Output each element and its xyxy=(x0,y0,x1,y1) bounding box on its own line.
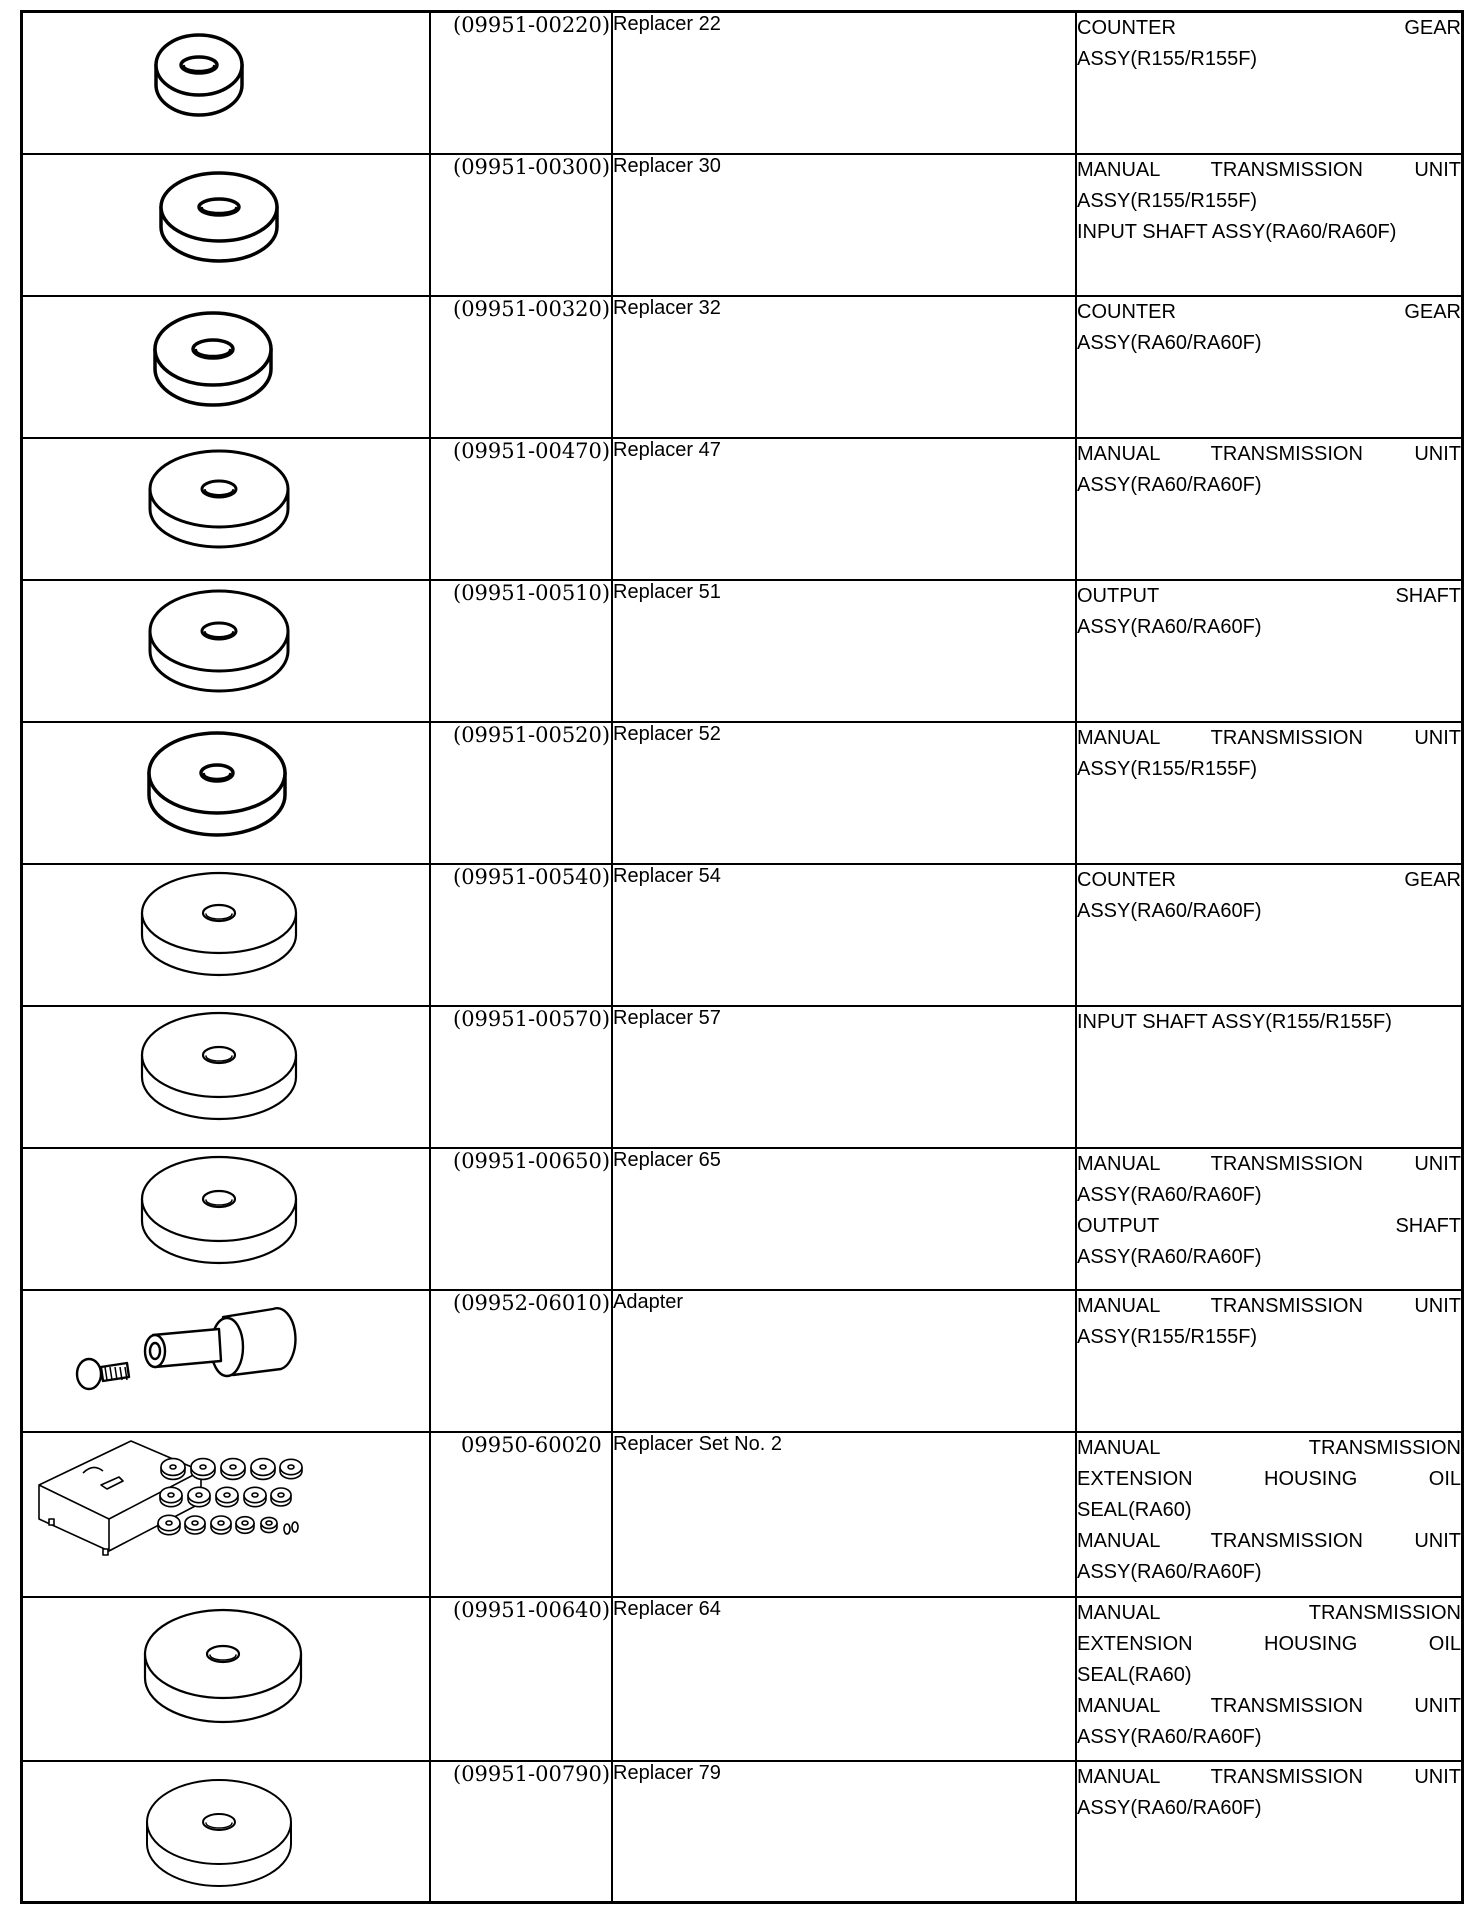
replacer-65-icon xyxy=(23,1149,429,1287)
table-row xyxy=(22,1597,1463,1761)
part-number-cell xyxy=(430,12,612,154)
usage-cell xyxy=(1076,1006,1463,1148)
usage-line: COUNTER GEAR xyxy=(1077,17,1461,39)
part-number: (09951-00520) xyxy=(453,722,611,747)
usage-line: ASSY(RA60/RA60F) xyxy=(1077,331,1262,354)
usage-line: MANUAL TRANSMISSION UNIT xyxy=(1077,1152,1461,1175)
table-row xyxy=(22,1290,1463,1432)
usage-line: MANUAL TRANSMISSION UNIT xyxy=(1077,442,1461,465)
usage-cell xyxy=(1076,864,1463,1006)
tool-illustration-cell xyxy=(22,154,431,296)
usage-line: ASSY(RA60/RA60F) xyxy=(1077,1183,1262,1206)
usage-line: MANUAL TRANSMISSION UNIT xyxy=(1077,726,1461,749)
part-number-cell xyxy=(430,438,612,580)
table-row xyxy=(22,296,1463,438)
usage-line: OUTPUT SHAFT xyxy=(1077,1214,1461,1237)
usage-line: ASSY(RA60/RA60F) xyxy=(1077,473,1262,496)
part-number-cell xyxy=(430,722,612,864)
usage-cell xyxy=(1076,438,1463,580)
tool-illustration-cell xyxy=(22,1432,431,1597)
replacer-32-icon xyxy=(23,297,429,435)
table-body xyxy=(22,12,1463,1903)
table-row xyxy=(22,1148,1463,1290)
table-row xyxy=(22,1432,1463,1597)
usage-cell xyxy=(1076,1290,1463,1432)
part-number: (09951-00640) xyxy=(453,1597,611,1622)
usage-cell xyxy=(1076,296,1463,438)
replacer-79-icon xyxy=(23,1762,429,1900)
part-number: (09951-00510) xyxy=(453,580,611,605)
usage-line: MANUAL TRANSMISSION UNIT xyxy=(1077,1529,1461,1552)
part-number: (09951-00650) xyxy=(453,1148,611,1173)
part-number: (09951-00790) xyxy=(453,1761,611,1786)
usage-line: ASSY(R155/R155F) xyxy=(1077,1325,1258,1348)
replacer-30-icon xyxy=(23,155,429,293)
part-number-cell xyxy=(430,580,612,722)
usage-cell xyxy=(1076,154,1463,296)
part-number-cell xyxy=(430,1761,612,1903)
usage-line: MANUAL TRANSMISSION UNIT xyxy=(1077,1294,1461,1317)
usage-line: COUNTER GEAR xyxy=(1077,868,1461,891)
tool-name: Replacer 64 xyxy=(612,1597,1076,1761)
part-number-cell xyxy=(430,1597,612,1761)
part-number-cell xyxy=(430,1006,612,1148)
tool-name: Replacer 22 xyxy=(612,12,1076,154)
usage-line: ASSY(RA60/RA60F) xyxy=(1077,1796,1262,1819)
usage-line: ASSY(R155/R155F) xyxy=(1077,189,1258,212)
table-row xyxy=(22,12,1463,154)
tool-name: Replacer 65 xyxy=(612,1148,1076,1290)
table-row xyxy=(22,1006,1463,1148)
adapter-icon xyxy=(23,1291,429,1429)
table-row xyxy=(22,154,1463,296)
tool-illustration-cell xyxy=(22,1597,431,1761)
replacer-52-icon xyxy=(23,723,429,861)
part-number-cell xyxy=(430,296,612,438)
tool-name: Replacer 51 xyxy=(612,580,1076,722)
part-number-cell xyxy=(430,864,612,1006)
usage-line: COUNTER GEAR xyxy=(1077,300,1461,323)
part-number: (09951-00540) xyxy=(453,864,611,889)
table-row xyxy=(22,1761,1463,1903)
usage-line: INPUT SHAFT ASSY(R155/R155F) xyxy=(1077,1010,1392,1033)
part-number: (09951-00470) xyxy=(453,438,611,463)
part-number: (09951-00570) xyxy=(453,1006,611,1031)
part-number-cell xyxy=(430,1432,612,1597)
part-number-cell xyxy=(430,1290,612,1432)
tool-illustration-cell xyxy=(22,722,431,864)
replacer-54-icon xyxy=(23,865,429,1003)
usage-line: ASSY(RA60/RA60F) xyxy=(1077,1560,1262,1583)
table-row xyxy=(22,580,1463,722)
part-number-cell xyxy=(430,1148,612,1290)
usage-line: MANUAL TRANSMISSION xyxy=(1077,1601,1461,1624)
tool-name: Adapter xyxy=(612,1290,1076,1432)
replacer-64-icon xyxy=(23,1598,429,1758)
tool-illustration-cell xyxy=(22,12,431,154)
part-number: (09951-00320) xyxy=(453,296,611,321)
tool-illustration-cell xyxy=(22,1006,431,1148)
usage-cell xyxy=(1076,722,1463,864)
tool-name: Replacer 30 xyxy=(612,154,1076,296)
replacer-22-icon xyxy=(23,13,429,151)
tool-name: Replacer 52 xyxy=(612,722,1076,864)
tool-name: Replacer 47 xyxy=(612,438,1076,580)
usage-cell xyxy=(1076,580,1463,722)
usage-line: ASSY(R155/R155F) xyxy=(1077,757,1258,780)
part-number: (09952-06010) xyxy=(453,1290,611,1315)
usage-line: ASSY(RA60/RA60F) xyxy=(1077,899,1262,922)
usage-line: ASSY(RA60/RA60F) xyxy=(1077,1245,1262,1268)
usage-line: ASSY(RA60/RA60F) xyxy=(1077,1725,1262,1748)
tool-illustration-cell xyxy=(22,1290,431,1432)
tool-name: Replacer 54 xyxy=(612,864,1076,1006)
part-number: (09951-00220) xyxy=(453,13,611,37)
tool-name: Replacer 57 xyxy=(612,1006,1076,1148)
tool-name: Replacer 32 xyxy=(612,296,1076,438)
usage-line: MANUAL TRANSMISSION xyxy=(1077,1436,1461,1459)
usage-cell xyxy=(1076,12,1463,154)
usage-line: ASSY(R155/R155F) xyxy=(1077,48,1258,70)
usage-line: EXTENSION HOUSING OIL xyxy=(1077,1467,1461,1490)
usage-cell xyxy=(1076,1597,1463,1761)
usage-line: MANUAL TRANSMISSION UNIT xyxy=(1077,1694,1461,1717)
tool-illustration-cell xyxy=(22,1148,431,1290)
part-number: (09951-00300) xyxy=(453,154,611,179)
table-row xyxy=(22,438,1463,580)
special-service-tools-table xyxy=(20,10,1464,1904)
usage-line: OUTPUT SHAFT xyxy=(1077,584,1461,607)
tool-illustration-cell xyxy=(22,1761,431,1903)
replacer-51-icon xyxy=(23,581,429,719)
usage-cell xyxy=(1076,1761,1463,1903)
usage-cell xyxy=(1076,1148,1463,1290)
table-row xyxy=(22,722,1463,864)
part-number: 09950-60020 xyxy=(461,1432,602,1457)
tool-name: Replacer Set No. 2 xyxy=(612,1432,1076,1597)
usage-line: MANUAL TRANSMISSION UNIT xyxy=(1077,158,1461,181)
tool-illustration-cell xyxy=(22,864,431,1006)
usage-line: ASSY(RA60/RA60F) xyxy=(1077,615,1262,638)
tool-illustration-cell xyxy=(22,438,431,580)
usage-line: EXTENSION HOUSING OIL xyxy=(1077,1632,1461,1655)
usage-cell xyxy=(1076,1432,1463,1597)
replacer-set-icon xyxy=(23,1433,429,1594)
usage-line: SEAL(RA60) xyxy=(1077,1663,1192,1686)
usage-line: SEAL(RA60) xyxy=(1077,1498,1192,1521)
table-row xyxy=(22,864,1463,1006)
replacer-57-icon xyxy=(23,1007,429,1145)
replacer-47-icon xyxy=(23,439,429,577)
tool-illustration-cell xyxy=(22,580,431,722)
usage-line: INPUT SHAFT ASSY(RA60/RA60F) xyxy=(1077,220,1397,243)
usage-line: MANUAL TRANSMISSION UNIT xyxy=(1077,1765,1461,1788)
part-number-cell xyxy=(430,154,612,296)
tool-illustration-cell xyxy=(22,296,431,438)
tool-name: Replacer 79 xyxy=(612,1761,1076,1903)
